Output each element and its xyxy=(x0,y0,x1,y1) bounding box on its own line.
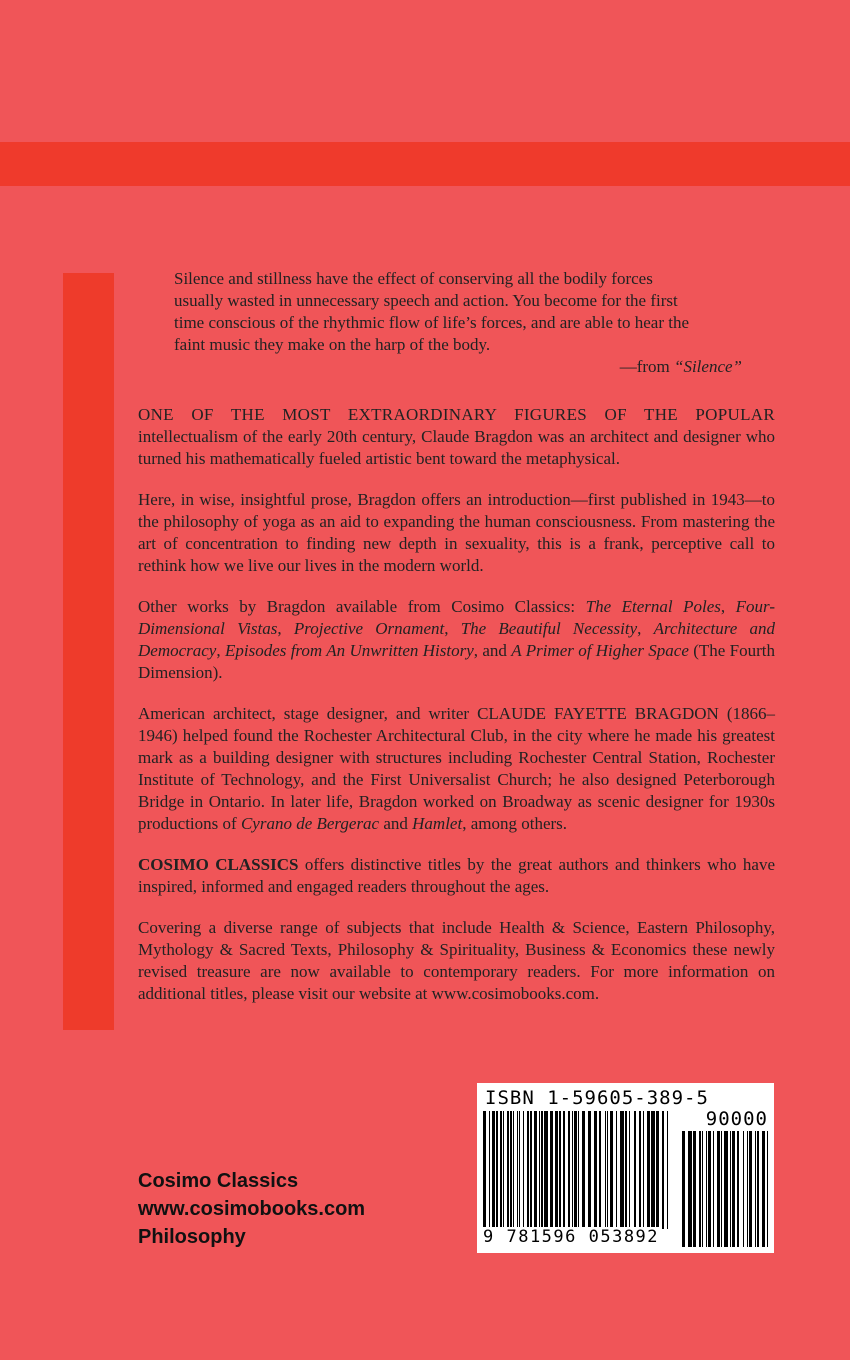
barcode-bar xyxy=(724,1131,728,1247)
barcode-bar xyxy=(643,1111,644,1229)
barcode-bar xyxy=(629,1111,630,1229)
price-code: 90000 xyxy=(705,1108,768,1130)
barcode-bar xyxy=(762,1131,765,1247)
barcode-bar xyxy=(699,1131,701,1247)
top-color-band xyxy=(0,142,850,186)
barcode-bar xyxy=(582,1111,585,1229)
ean-digits: 9 781596 053892 xyxy=(483,1227,660,1247)
barcode-bar xyxy=(749,1131,752,1247)
barcode-bar xyxy=(519,1111,520,1229)
barcode-bar xyxy=(620,1111,624,1229)
barcode-bar xyxy=(693,1131,696,1247)
quote-line: time conscious of the rhythmic flow of life’s forces, and are able to hear the xyxy=(174,313,690,332)
quote-line: faint music they make on the harp of the body. xyxy=(174,335,491,354)
isbn-number: ISBN 1-59605-389-5 xyxy=(485,1087,709,1109)
barcode-bar xyxy=(682,1131,685,1247)
barcode-bar xyxy=(500,1111,502,1229)
quote-attribution: —from “Silence” xyxy=(619,357,742,376)
barcode-bar xyxy=(523,1111,524,1229)
barcode-bar xyxy=(647,1111,650,1229)
back-cover-text xyxy=(138,268,775,1005)
barcode-bar xyxy=(483,1111,486,1229)
barcode-bar xyxy=(616,1111,617,1229)
barcode-bar xyxy=(578,1111,579,1229)
barcode-bar xyxy=(732,1131,735,1247)
barcode-bar xyxy=(730,1131,731,1247)
epigraph-quote xyxy=(174,268,742,378)
barcode-bar xyxy=(767,1131,768,1247)
barcode-bar xyxy=(651,1111,655,1229)
barcode-bar xyxy=(572,1111,573,1229)
publisher-website: www.cosimobooks.com xyxy=(138,1198,366,1220)
ean-barcode-bars xyxy=(483,1111,669,1229)
side-accent-bar xyxy=(63,273,114,1030)
barcode-bar xyxy=(541,1111,543,1229)
barcode-bar xyxy=(721,1131,722,1247)
price-barcode-bars xyxy=(682,1131,768,1247)
barcode-bar xyxy=(667,1111,668,1229)
barcode-bar xyxy=(717,1131,720,1247)
barcode-bar xyxy=(559,1111,561,1229)
barcode-bar xyxy=(544,1111,548,1229)
barcode-bar xyxy=(510,1111,512,1229)
barcode-bar xyxy=(639,1111,641,1229)
barcode-bar xyxy=(634,1111,636,1229)
publisher-paragraph: COSIMO CLASSICS offers distinctive titles by the great authors and thinkers who have inspired, informed and engaged readers throughout the ages. xyxy=(138,855,775,896)
quote-line: usually wasted in unnecessary speech and action. You become for the first xyxy=(174,291,678,310)
other-works-paragraph: Other works by Bragdon available from Cosimo Classics: The Eternal Poles, Four-Dimensional Vistas, Projective Ornament, The Beautiful Necessity, Architecture and Democracy, Episodes from An Unwritten History, and A Primer of Higher Space (The Fourth Dimension). xyxy=(138,597,776,682)
description-paragraph-2: Here, in wise, insightful prose, Bragdon offers an introduction—first published in 1943—to the philosophy of yoga as an aid to expanding the human consciousness. From mastering the art of concentration to finding new depth in sexuality, this is a frank, perceptive call to rethink how we live our lives in the modern world. xyxy=(138,490,775,575)
barcode-bar xyxy=(513,1111,514,1229)
barcode-bar xyxy=(534,1111,537,1229)
barcode-bar xyxy=(599,1111,601,1229)
barcode-bar xyxy=(507,1111,509,1229)
barcode-bar xyxy=(605,1111,606,1229)
barcode-bar xyxy=(503,1111,504,1229)
publisher-footer xyxy=(138,1167,365,1251)
barcode-bar xyxy=(656,1111,659,1229)
isbn-barcode xyxy=(477,1083,774,1253)
barcode-bar xyxy=(492,1111,495,1229)
barcode-bar xyxy=(708,1131,711,1247)
barcode-bar xyxy=(588,1111,591,1229)
barcode-bar xyxy=(574,1111,577,1229)
barcode-bar xyxy=(702,1131,703,1247)
barcode-bar xyxy=(489,1111,490,1229)
barcode-bar xyxy=(607,1111,608,1229)
barcode-bar xyxy=(713,1131,714,1247)
barcode-bar xyxy=(706,1131,707,1247)
barcode-bar xyxy=(496,1111,498,1229)
barcode-bar xyxy=(550,1111,553,1229)
barcode-bar xyxy=(568,1111,570,1229)
barcode-bar xyxy=(527,1111,529,1229)
book-category: Philosophy xyxy=(138,1226,246,1248)
barcode-bar xyxy=(662,1111,664,1229)
barcode-bar xyxy=(743,1131,744,1247)
barcode-bar xyxy=(747,1131,748,1247)
barcode-bar xyxy=(737,1131,739,1247)
barcode-bar xyxy=(563,1111,565,1229)
barcode-bar xyxy=(555,1111,558,1229)
barcode-bar xyxy=(539,1111,540,1229)
barcode-bar xyxy=(530,1111,532,1229)
barcode-bar xyxy=(755,1131,756,1247)
barcode-bar xyxy=(594,1111,597,1229)
subjects-paragraph: Covering a diverse range of subjects that include Health & Science, Eastern Philosophy, Mythology & Sacred Texts, Philosophy & Spirituality, Business & Economics these newly revised treasure are now available to contemporary readers. For more information on additional titles, please visit our website at www.cosimobooks.com. xyxy=(138,918,775,1003)
barcode-bar xyxy=(517,1111,518,1229)
barcode-bar xyxy=(757,1131,759,1247)
quote-line: Silence and stillness have the effect of conserving all the bodily forces xyxy=(174,269,653,288)
author-bio-paragraph: American architect, stage designer, and writer CLAUDE FAYETTE BRAGDON (1866–1946) helped found the Rochester Architectural Club, in the city where he made his greatest mark as a building designer with structures including Rochester Central Station, Rochester Institute of Technology, and the First Universalist Church; he also designed Peterborough Bridge in Ontario. In later life, Bragdon worked on Broadway as scenic designer for 1930s productions of Cyrano de Bergerac and Hamlet, among others. xyxy=(138,704,775,833)
description-paragraph-1: ONE OF THE MOST EXTRAORDINARY FIGURES OF THE POPULAR intellectualism of the early 20th century, Claude Bragdon was an architect and designer who turned his mathematically fueled artistic bent toward the metaphysical. xyxy=(138,405,775,468)
barcode-bar xyxy=(625,1111,627,1229)
publisher-name: Cosimo Classics xyxy=(138,1170,299,1192)
barcode-bar xyxy=(610,1111,613,1229)
barcode-bar xyxy=(688,1131,692,1247)
